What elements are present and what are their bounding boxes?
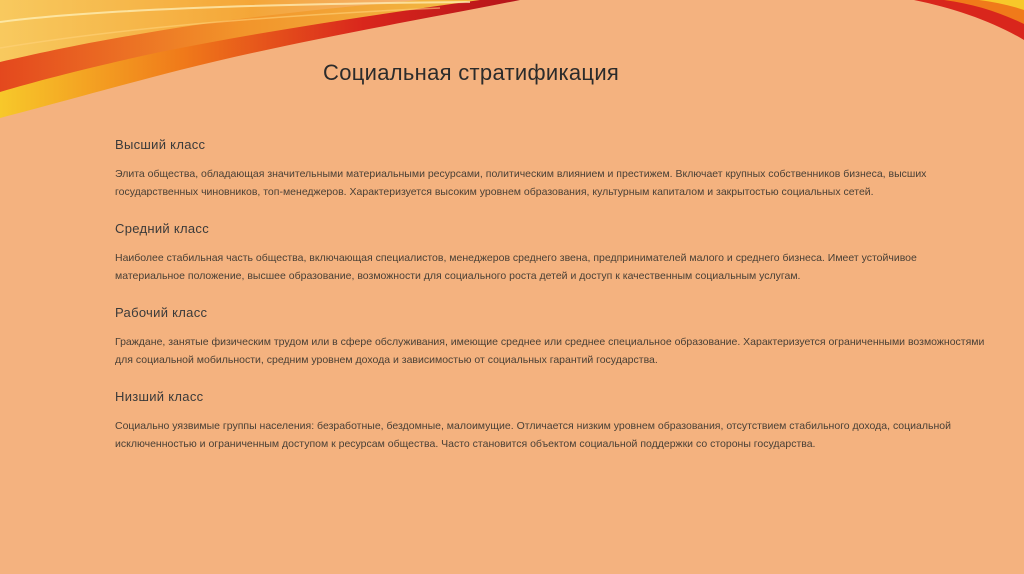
section-upper-class	[115, 137, 985, 201]
section-heading: Высший класс	[115, 137, 206, 152]
section-heading: Низший класс	[115, 389, 204, 404]
section-heading: Рабочий класс	[115, 305, 208, 320]
section-text: Элита общества, обладающая значительными материальными ресурсами, политическим влиянием и престижем. Включает крупных собственников бизнеса, высших государственных чиновников, топ-менеджеров. Характеризуется высоким уровнем образования, культурным капиталом и закрытостью социальных сетей.	[115, 168, 927, 198]
section-lower-class	[115, 389, 985, 453]
slide-title: Социальная стратификация	[323, 60, 620, 85]
section-text: Наиболее стабильная часть общества, включающая специалистов, менеджеров среднего звена, предпринимателей малого и среднего бизнеса. Имеет устойчивое материальное положение, высшее образование, возможности для социального роста детей и доступ к качественным социальным услугам.	[115, 252, 917, 282]
section-text: Граждане, занятые физическим трудом или в сфере обслуживания, имеющие среднее или среднее специальное образование. Характеризуется ограниченными возможностями для социальной мобильности, средним уровнем дохода и зависимостью от социальных гарантий государства.	[115, 336, 985, 366]
section-text: Социально уязвимые группы населения: безработные, бездомные, малоимущие. Отличается низким уровнем образования, отсутствием стабильного дохода, социальной исключенностью и ограниченным доступом к ресурсам общества. Часто становится объектом социальной поддержки со стороны государства.	[115, 420, 951, 450]
section-middle-class	[115, 221, 985, 285]
section-heading: Средний класс	[115, 221, 210, 236]
content-area	[115, 137, 985, 473]
section-working-class	[115, 305, 985, 369]
flame-wave-decoration-right	[904, 0, 1024, 50]
